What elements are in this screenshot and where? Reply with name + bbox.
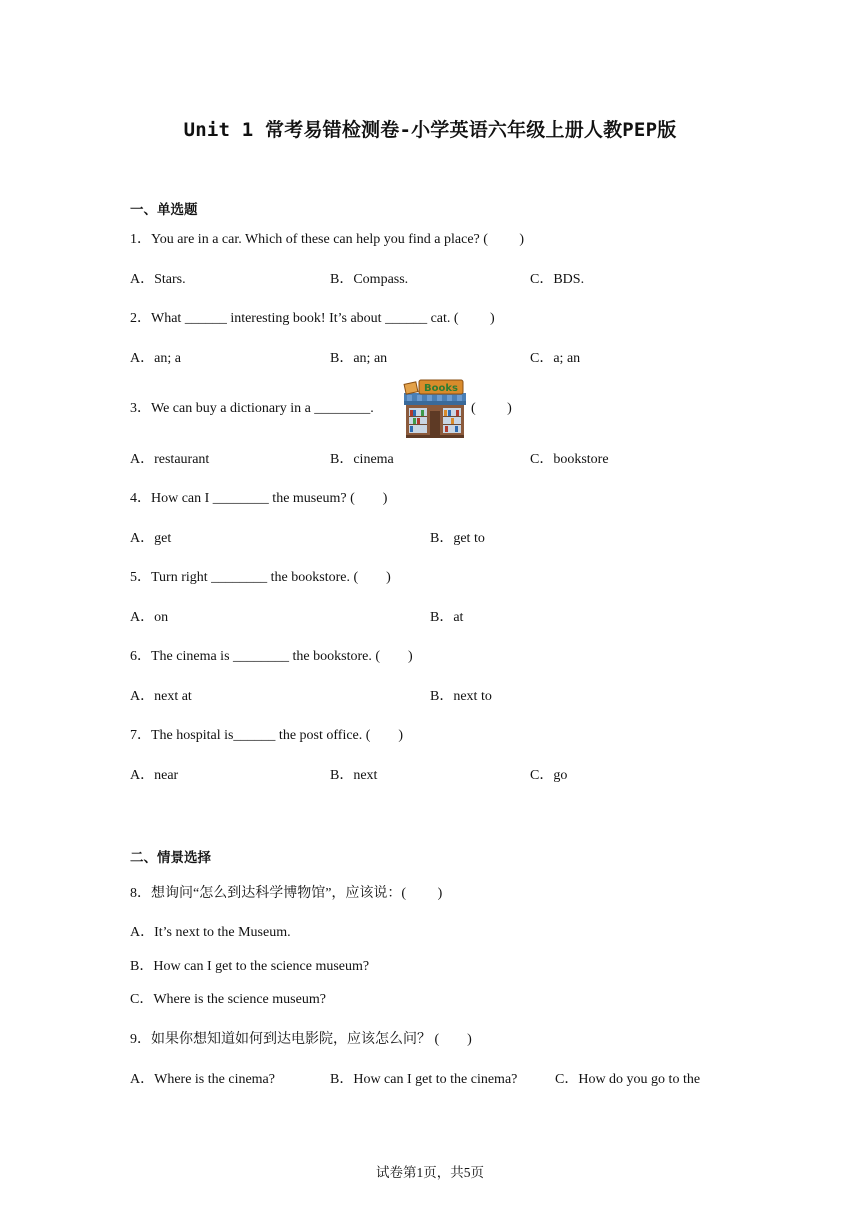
question-5-option-a[interactable]: A．on (130, 610, 169, 625)
question-3-option-a[interactable]: A．restaurant (130, 452, 210, 467)
question-8-option-a[interactable]: A．It’s next to the Museum. (130, 925, 291, 940)
bookstore-image (401, 379, 469, 439)
question-2-option-c[interactable]: C．a; an (530, 351, 581, 366)
question-4-option-a[interactable]: A．get (130, 531, 172, 546)
question-4-option-b[interactable]: B．get to (430, 531, 485, 546)
question-4-stem: 4．How can I ________ the museum? ( ) (130, 491, 388, 506)
question-2-stem: 2．What ______ interesting book! It’s about ______ cat. ( ) (130, 311, 495, 326)
question-9-option-c[interactable]: C．How do you go to the (555, 1072, 701, 1087)
bookstore-sign-text: Books (424, 383, 458, 394)
question-1-stem: 1．You are in a car. Which of these can help you find a place? ( ) (130, 232, 525, 247)
question-9-option-b[interactable]: B．How can I get to the cinema? (330, 1072, 518, 1087)
question-6-option-a[interactable]: A．next at (130, 689, 192, 704)
question-8-option-b[interactable]: B．How can I get to the science museum? (130, 959, 370, 974)
question-7-option-b[interactable]: B．next (330, 768, 378, 783)
section-heading-single-choice: 一、单选题 (130, 202, 198, 218)
question-7-option-c[interactable]: C．go (530, 768, 568, 783)
section-heading-situational-choice: 二、情景选择 (130, 850, 211, 866)
question-7-option-a[interactable]: A．near (130, 768, 179, 783)
question-3-stem: 3．We can buy a dictionary in a ________. (130, 401, 374, 416)
question-6-option-b[interactable]: B．next to (430, 689, 492, 704)
page-footer: 试卷第1页，共5页 (376, 1165, 484, 1180)
question-3-option-c[interactable]: C．bookstore (530, 452, 609, 467)
question-3-option-b[interactable]: B．cinema (330, 452, 394, 467)
question-9-option-a[interactable]: A．Where is the cinema? (130, 1072, 275, 1087)
question-8-stem: 8．想询问“怎么到达科学博物馆”，应该说：( ) (130, 886, 443, 901)
question-8-option-c[interactable]: C．Where is the science museum? (130, 992, 326, 1007)
question-1-option-a[interactable]: A．Stars. (130, 272, 186, 287)
question-5-option-b[interactable]: B．at (430, 610, 464, 625)
question-5-stem: 5．Turn right ________ the bookstore. ( ) (130, 570, 391, 585)
page-title: Unit 1 常考易错检测卷-小学英语六年级上册人教PEP版 (183, 119, 677, 141)
question-2-option-a[interactable]: A．an; a (130, 351, 181, 366)
question-3-answer-paren: ( ) (471, 401, 512, 416)
question-1-option-c[interactable]: C．BDS. (530, 272, 585, 287)
question-2-option-b[interactable]: B．an; an (330, 351, 388, 366)
question-7-stem: 7．The hospital is______ the post office. ( ) (130, 728, 404, 743)
question-9-stem: 9．如果你想知道如何到达电影院，应该怎么问？ ( ) (130, 1032, 472, 1047)
question-1-option-b[interactable]: B．Compass. (330, 272, 409, 287)
question-6-stem: 6．The cinema is ________ the bookstore. ( ) (130, 649, 413, 664)
